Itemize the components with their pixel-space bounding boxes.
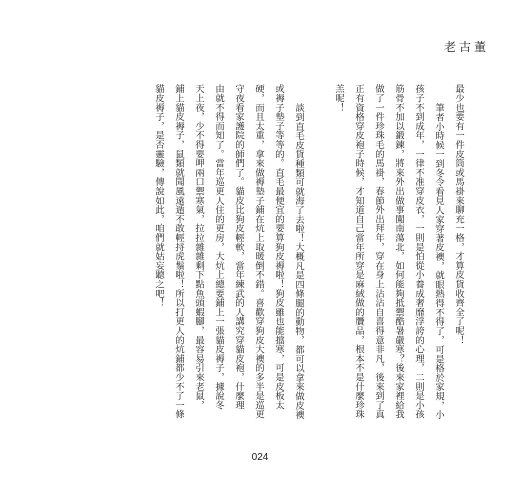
- text-column: 由就不得而知了。當年巡更人住的更房，大炕上總要鋪上一張貓皮褥子，據說冬: [213, 84, 224, 410]
- text-column: 鋪上貓皮褥子，鼠類就聞風遠遁不敢輕捋虎鬚啦！所以打更人的炕鋪都少不了一條: [173, 84, 184, 419]
- text-column: 貓皮褥子，是否靈驗，傳說如此，咱們就姑妄聽之吧！: [153, 84, 164, 308]
- text-column: 筆者小時候一到冬令看見人家穿著皮襖，就眼熱得不得了，可是格於家規，小: [433, 102, 444, 419]
- text-column: 談到直毛皮貨種類可就海了去啦！大概凡是四條腿的動物，都可以拿來做皮襖: [293, 102, 304, 419]
- text-column: 孩子不到成年，一律不准穿皮衣，一則是怕從小養成奢靡浮誇的心理，二則是小孩: [413, 84, 424, 419]
- text-column: 或褥子墊子等等的。直毛最便宜的要算狗皮褥啦！狗皮雖也能擋寒，可是皮板太: [273, 84, 284, 410]
- text-column: 做了一件珍珠毛的馬褂，春節外出拜年，穿在身上沾沾自喜得意非凡，後來到了真: [373, 84, 384, 419]
- text-column: 最少也要有一件皮筒或馬褂來聊充一格，才算皮貨收齊全了呢！: [453, 84, 464, 345]
- text-column: 硬，而且太重，拿來做褥墊子鋪在炕上取暖倒不錯。喜歡穿狗皮大襖的多半是巡更: [253, 84, 264, 419]
- running-header-title: 老古董: [444, 40, 490, 54]
- text-column: 守夜看家護院的師們了。貓皮比狗皮輕軟，當年練武的人講究穿貓皮袍，什麼理: [233, 84, 244, 410]
- text-column: 天上夜，少不得要呷兩口禦寒氣，拉拉雜雜剩下點魚頭蝦腳，最容易引來老鼠，: [193, 84, 204, 410]
- page-number: 024: [251, 452, 269, 463]
- body-text: [148, 84, 468, 422]
- text-column: 羔呢！: [333, 84, 344, 112]
- paragraph-spacer: [308, 84, 328, 422]
- text-column: 筋骨不加以鍛鍊，將來外出做事闖南蕩北，如何能夠抵禦酷暑嚴寒？後來家裡給我: [393, 84, 404, 419]
- text-column: 正有資格穿皮袍子時候，才知道自己當年所穿是麻絨做的贗品，根本不是什麼珍珠: [353, 84, 364, 419]
